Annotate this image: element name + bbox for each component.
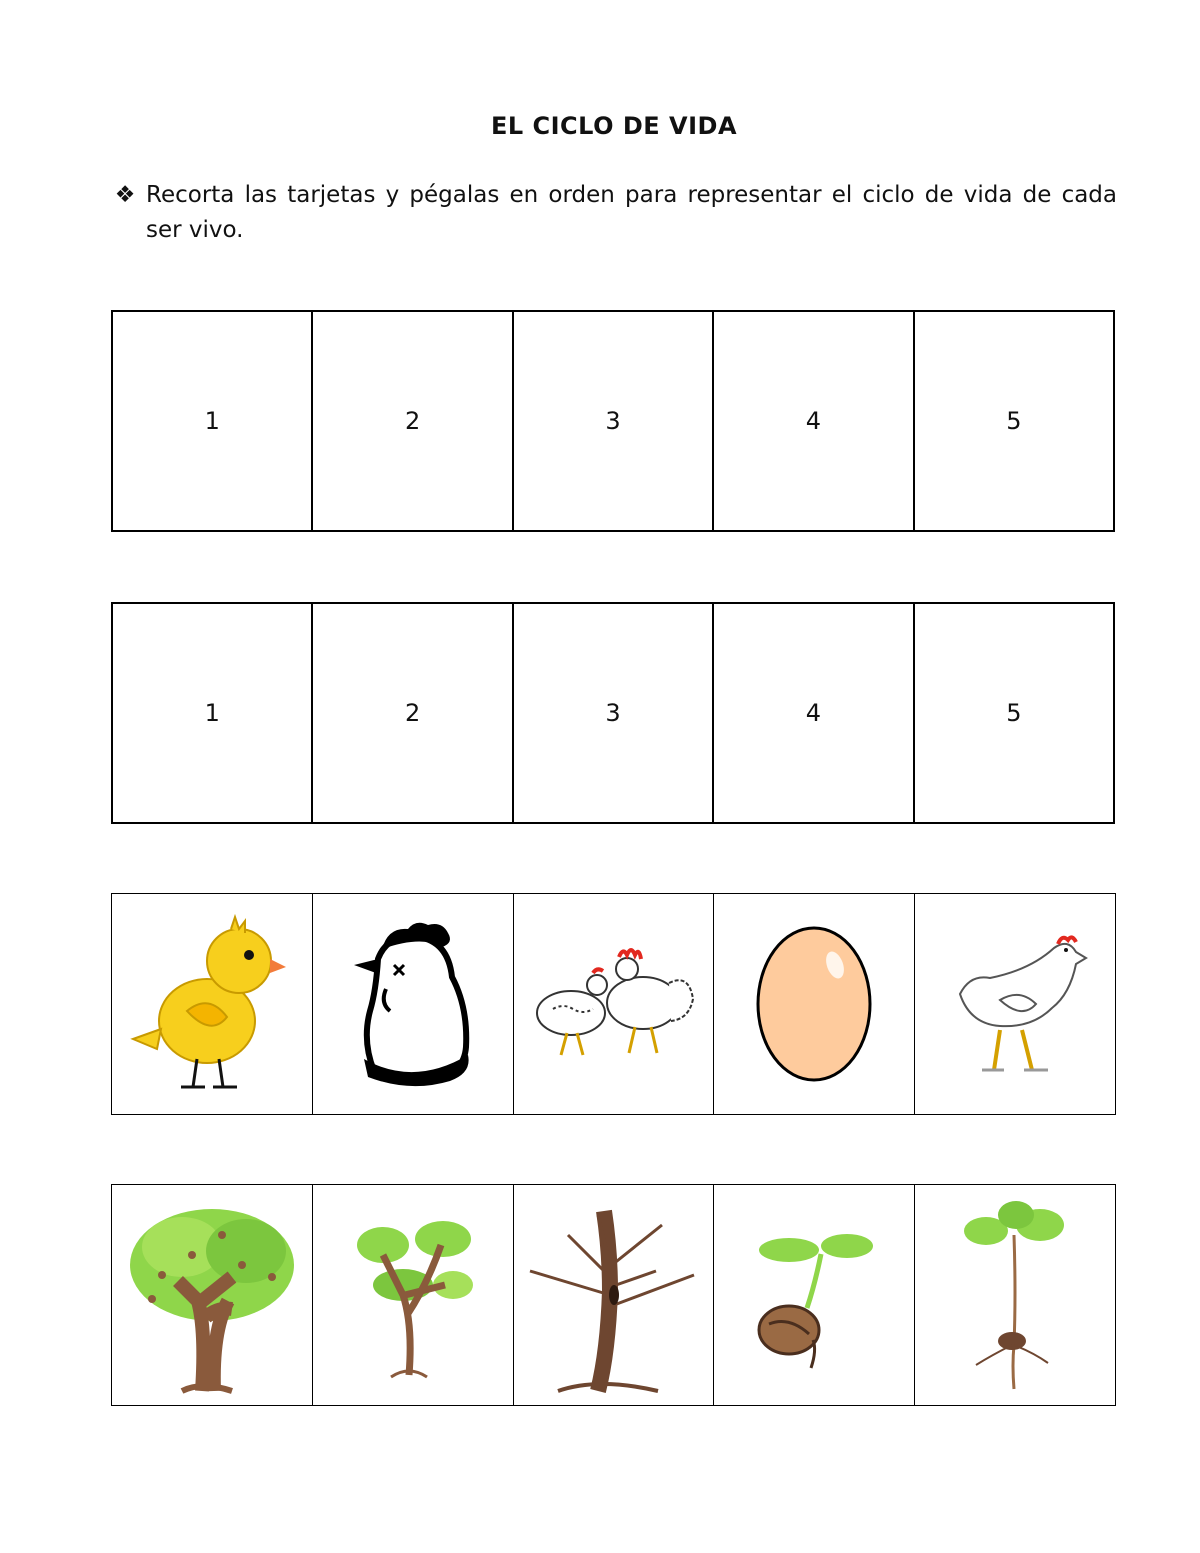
chicken-cards-row [111,893,1116,1115]
tree-cycle-grid [111,602,1115,824]
card-young-tree[interactable] [313,1185,514,1405]
seedling-icon [960,1195,1070,1395]
white-hen-icon [940,924,1090,1084]
dead-tree-icon [518,1195,708,1395]
hen-silhouette-icon [338,919,488,1089]
grid-slot-5[interactable]: 5 [1006,699,1022,727]
young-tree-icon [343,1205,483,1385]
grid-slot-1[interactable]: 1 [113,604,313,822]
chick-icon [127,909,297,1099]
card-dead-tree[interactable] [514,1185,715,1405]
grid-slot-3[interactable]: 3 [514,604,714,822]
card-chicken-pair[interactable] [514,894,715,1114]
chicken-pair-icon [523,939,703,1069]
card-egg[interactable] [714,894,915,1114]
instruction-text: Recorta las tarjetas y pégalas en orden para representar el ciclo de vida de cada ser vivo. [146,182,1117,243]
card-chick[interactable] [112,894,313,1114]
grid-slot-2[interactable]: 2 [313,312,513,530]
grid-slot-4[interactable]: 4 [714,312,914,530]
card-germinating-seed[interactable] [714,1185,915,1405]
instruction [112,178,1117,248]
germinating-seed-icon [749,1220,879,1370]
tree-cards-row [111,1184,1116,1406]
egg-icon [749,919,879,1089]
grid-slot-4[interactable]: 4 [714,604,914,822]
grid-slot-2[interactable]: 2 [313,604,513,822]
bullet-diamond-icon: ❖ [114,182,136,208]
card-white-hen[interactable] [915,894,1115,1114]
mature-oak-tree-icon [122,1195,302,1395]
grid-slot-1[interactable]: 1 [113,312,313,530]
page-title: EL CICLO DE VIDA [490,112,738,140]
chicken-cycle-grid [111,310,1115,532]
grid-slot-3[interactable]: 3 [514,312,714,530]
card-seedling[interactable] [915,1185,1115,1405]
grid-slot-5[interactable]: 5 [1006,407,1022,435]
card-hen-silhouette[interactable] [313,894,514,1114]
card-mature-tree[interactable] [112,1185,313,1405]
